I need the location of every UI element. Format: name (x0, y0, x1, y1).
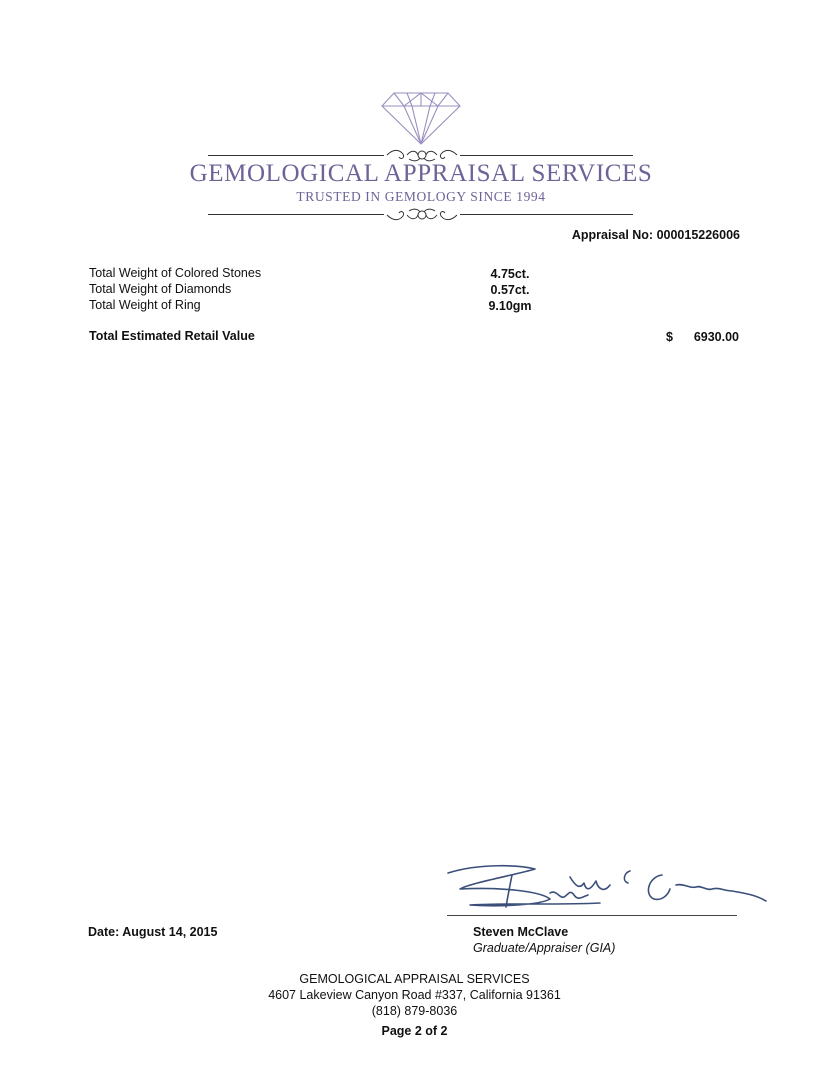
diamond-logo-icon (380, 90, 462, 146)
letterhead-top-rule (460, 155, 633, 156)
weight-label: Total Weight of Ring (89, 298, 201, 312)
appraisal-number: Appraisal No: 000015226006 (571, 228, 740, 242)
signature-line (447, 915, 737, 916)
signer-title: Graduate/Appraiser (GIA) (473, 941, 616, 955)
letterhead-top-rule (208, 155, 384, 156)
letterhead-bottom-rule (460, 214, 633, 215)
weight-value: 9.10gm (488, 299, 532, 313)
appraisal-date: Date: August 14, 2015 (88, 925, 218, 939)
total-value-label: Total Estimated Retail Value (89, 329, 255, 343)
weight-value: 4.75ct. (490, 267, 530, 281)
letterhead-bottom-rule (208, 214, 384, 215)
total-currency: $ (666, 330, 673, 344)
signature-image (440, 855, 770, 917)
weight-label: Total Weight of Diamonds (89, 282, 232, 296)
signer-name: Steven McClave (473, 925, 569, 939)
page-number: Page 2 of 2 (381, 1024, 448, 1038)
footer-address: 4607 Lakeview Canyon Road #337, California 91361 (268, 988, 561, 1002)
company-name: GEMOLOGICAL APPRAISAL SERVICES (189, 160, 653, 187)
footer-phone: (818) 879-8036 (371, 1004, 458, 1018)
weight-value: 0.57ct. (490, 283, 530, 297)
company-tagline: TRUSTED IN GEMOLOGY SINCE 1994 (296, 189, 546, 204)
ornament-icon (385, 206, 459, 224)
footer-company: GEMOLOGICAL APPRAISAL SERVICES (299, 972, 530, 986)
total-amount: 6930.00 (693, 330, 739, 344)
weight-label: Total Weight of Colored Stones (89, 266, 262, 280)
